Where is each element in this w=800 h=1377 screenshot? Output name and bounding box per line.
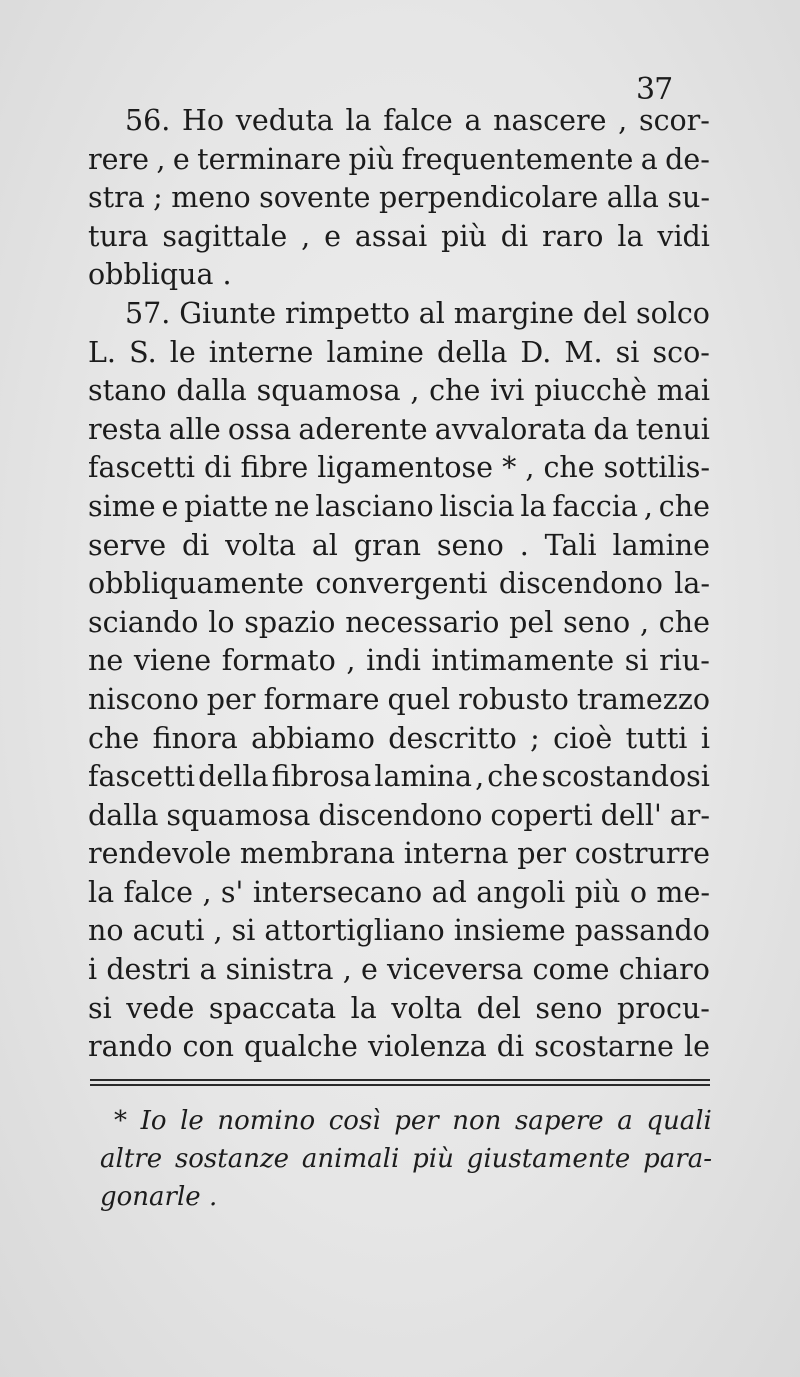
word: fascetti (88, 760, 196, 794)
word: falce (383, 104, 453, 137)
word: qualche (244, 1030, 358, 1064)
text-line (88, 835, 710, 874)
word: scostarne (534, 1030, 674, 1064)
word: a (617, 1106, 633, 1136)
word: stra (88, 181, 145, 215)
word: assai (354, 219, 428, 253)
word: para- (643, 1144, 712, 1174)
text-line (88, 642, 710, 681)
word: mai (656, 374, 710, 408)
word: lamine (326, 335, 424, 369)
word: avvalorata (434, 412, 587, 446)
word: riu- (659, 644, 710, 678)
word: le (180, 1106, 204, 1136)
word: seno (436, 528, 504, 562)
word: ivi (490, 374, 525, 408)
word: passando (574, 914, 710, 948)
word: * (502, 451, 517, 485)
word: che (487, 760, 539, 794)
word: * (114, 1106, 127, 1136)
word: , (301, 219, 311, 253)
word: perpendicolare (378, 181, 599, 215)
word: sime (88, 489, 156, 523)
word: altre (100, 1144, 163, 1174)
word: ne (88, 644, 124, 678)
text-line (88, 990, 710, 1029)
footnote-line (100, 1178, 712, 1216)
footnote-text: gonarle . (100, 1182, 218, 1212)
word: attortigliano (264, 914, 445, 948)
word: no (88, 914, 124, 948)
word: margine (453, 296, 574, 330)
word: indi (366, 644, 421, 678)
word: nomino (217, 1106, 316, 1136)
word: violenza (367, 1030, 487, 1064)
word: che (88, 721, 140, 755)
text-line (88, 565, 710, 604)
word: fibrosa (271, 760, 372, 794)
word: sciando (88, 605, 199, 639)
word: discendono (498, 567, 663, 601)
word: coperti (490, 798, 593, 832)
word: sovente (259, 181, 371, 215)
word: di (204, 451, 232, 485)
word: sapere (514, 1106, 604, 1136)
text-line (88, 488, 710, 527)
word: del (476, 991, 521, 1025)
word: quel (387, 682, 451, 716)
word: viene (133, 644, 212, 678)
word: ; (530, 721, 540, 755)
text-line (88, 951, 710, 990)
word: o (629, 875, 647, 909)
word: con (182, 1030, 234, 1064)
word: fascetti (88, 451, 196, 485)
word: di (181, 528, 210, 562)
text-line (88, 449, 710, 488)
footnote-line (100, 1140, 712, 1178)
word: si (624, 644, 649, 678)
word: tenui (635, 412, 710, 446)
word: rimpetto (284, 296, 410, 330)
word: frequentemente (401, 142, 634, 176)
word: come (532, 953, 610, 987)
word: e (324, 219, 341, 253)
word: gran (353, 528, 421, 562)
word: rendevole (88, 837, 232, 871)
word: a (640, 142, 658, 176)
word: liscia (439, 489, 515, 523)
word: si (231, 914, 256, 948)
word: che (658, 605, 710, 639)
word: Io (140, 1106, 167, 1136)
word: quali (646, 1106, 712, 1136)
footnote-line (100, 1102, 712, 1140)
word: D. (520, 335, 552, 369)
word: seno (535, 991, 603, 1025)
text-line (88, 372, 710, 411)
text-line (88, 102, 710, 141)
text-line (88, 1028, 710, 1067)
word: sco- (652, 335, 710, 369)
word: volta (225, 528, 296, 562)
word: nascere (493, 104, 607, 137)
word: e (360, 953, 378, 987)
word: scostandosi (541, 760, 710, 794)
word: formato (221, 644, 336, 678)
word: aderente (298, 412, 428, 446)
text-line (88, 797, 710, 836)
word: raro (542, 219, 604, 253)
word: fibre (240, 451, 309, 485)
word: di (496, 1030, 525, 1064)
word: pel (509, 605, 554, 639)
word: costrurre (574, 837, 710, 871)
word: la (88, 875, 115, 909)
word: descritto (388, 721, 517, 755)
word: la- (674, 567, 710, 601)
word: resta (88, 412, 162, 446)
word: giustamente (466, 1144, 631, 1174)
word: che (658, 489, 710, 523)
word: da (593, 412, 629, 446)
word: , (346, 644, 356, 678)
footnote-rule (90, 1079, 710, 1089)
word: sostanze (174, 1144, 290, 1174)
word: convergenti (315, 567, 488, 601)
word: per (394, 1106, 439, 1136)
word: più (348, 142, 395, 176)
word: si (88, 991, 112, 1025)
word: a (199, 953, 217, 987)
word: procu- (616, 991, 710, 1025)
word: scor- (638, 104, 710, 137)
text-line (88, 720, 710, 759)
word: 56. (125, 104, 171, 137)
word: , (643, 489, 653, 523)
word: a (464, 104, 482, 137)
word: , (618, 104, 628, 137)
word: ossa (227, 412, 292, 446)
word: veduta (235, 104, 334, 137)
word: meno (171, 181, 251, 215)
word: così (328, 1106, 381, 1136)
word: chiaro (618, 953, 710, 987)
word: lo (208, 605, 235, 639)
page-number: 37 (636, 72, 673, 107)
text-line (88, 604, 710, 643)
word: ar- (669, 798, 710, 832)
word: piucchè (534, 374, 648, 408)
word: squamosa (256, 374, 401, 408)
word: intersecano (252, 875, 423, 909)
word: si (615, 335, 640, 369)
word: che (543, 451, 595, 485)
word: robusto (458, 682, 569, 716)
text-line (88, 256, 710, 295)
word: le (683, 1030, 710, 1064)
word: angoli (476, 875, 566, 909)
word: i (700, 721, 710, 755)
word: me- (656, 875, 710, 909)
text-line (88, 179, 710, 218)
word: membrana (239, 837, 396, 871)
word: serve (88, 528, 167, 562)
word: lamina (374, 760, 472, 794)
word: e (161, 489, 179, 523)
word: necessario (345, 605, 500, 639)
word: acuti (132, 914, 205, 948)
text-line (88, 912, 710, 951)
word: più (441, 219, 487, 253)
word: discendono (318, 798, 483, 832)
word: L. (88, 335, 116, 369)
text-line (88, 218, 710, 257)
word: abbiamo (251, 721, 375, 755)
text-line (88, 758, 710, 797)
word: intimamente (431, 644, 615, 678)
word: formare (263, 682, 380, 716)
word: , (410, 374, 420, 408)
word: spaccata (208, 991, 337, 1025)
word: S. (129, 335, 157, 369)
text-line (88, 334, 710, 373)
word: ne (274, 489, 310, 523)
word: stano (88, 374, 167, 408)
word: sagittale (162, 219, 288, 253)
word: interne (208, 335, 314, 369)
text-line (88, 295, 710, 334)
word: più (574, 875, 621, 909)
word: , (202, 875, 212, 909)
word: e (172, 142, 190, 176)
word: terminare (197, 142, 342, 176)
word: al (311, 528, 338, 562)
text-line (88, 141, 710, 180)
word: de- (665, 142, 710, 176)
word: rando (88, 1030, 173, 1064)
word: 57. (125, 296, 171, 330)
word: vede (126, 991, 195, 1025)
word: rere (88, 142, 149, 176)
word: M. (564, 335, 603, 369)
word: , (342, 953, 352, 987)
line-text: obbliqua . (88, 258, 232, 292)
word: dalla (88, 798, 159, 832)
word: , (156, 142, 166, 176)
word: viceversa (387, 953, 524, 987)
word: più (412, 1144, 454, 1174)
word: niscono (88, 682, 199, 716)
word: la (345, 104, 372, 137)
word: destri (106, 953, 191, 987)
word: per (517, 837, 566, 871)
word: obbliquamente (88, 567, 305, 601)
footnote (100, 1102, 712, 1216)
word: falce (123, 875, 194, 909)
word: insieme (453, 914, 566, 948)
word: s' (220, 875, 244, 909)
word: di (500, 219, 529, 253)
word: dell' (600, 798, 662, 832)
word: animali (301, 1144, 400, 1174)
word: interna (403, 837, 509, 871)
text-line (88, 681, 710, 720)
word: non (452, 1106, 502, 1136)
word: , (525, 451, 535, 485)
word: tura (88, 219, 149, 253)
text-line (88, 874, 710, 913)
word: su- (667, 181, 710, 215)
word: per (206, 682, 256, 716)
text-line (88, 527, 710, 566)
word: del (582, 296, 628, 330)
word: ; (153, 181, 163, 215)
word: la (617, 219, 644, 253)
word: , (639, 605, 649, 639)
word: cioè (553, 721, 613, 755)
word: solco (635, 296, 710, 330)
word: faccia (552, 489, 638, 523)
word: alla (606, 181, 659, 215)
word: della (436, 335, 508, 369)
word: squamosa (166, 798, 311, 832)
word: seno (563, 605, 631, 639)
word: le (169, 335, 196, 369)
text-line (88, 411, 710, 450)
word: che (429, 374, 481, 408)
word: al (418, 296, 445, 330)
word: Tali (544, 528, 597, 562)
word: spazio (244, 605, 336, 639)
word: ad (431, 875, 467, 909)
word: Giunte (179, 296, 277, 330)
word: piatte (184, 489, 269, 523)
word: sottilis- (603, 451, 710, 485)
word: finora (152, 721, 238, 755)
word: lamine (612, 528, 710, 562)
word: alle (168, 412, 221, 446)
word: . (519, 528, 529, 562)
word: ligamentose (317, 451, 494, 485)
body-text (88, 102, 710, 1067)
rule-line-bottom (90, 1084, 710, 1086)
word: tramezzo (576, 682, 710, 716)
word: volta (391, 991, 463, 1025)
word: , (213, 914, 223, 948)
rule-line-top (90, 1079, 710, 1081)
word: , (475, 760, 485, 794)
word: dalla (176, 374, 247, 408)
word: vidi (657, 219, 710, 253)
word: sinistra (225, 953, 334, 987)
word: della (198, 760, 269, 794)
word: Ho (182, 104, 225, 137)
word: i (88, 953, 98, 987)
word: lasciano (315, 489, 434, 523)
word: la (350, 991, 377, 1025)
word: la (520, 489, 547, 523)
word: tutti (625, 721, 688, 755)
